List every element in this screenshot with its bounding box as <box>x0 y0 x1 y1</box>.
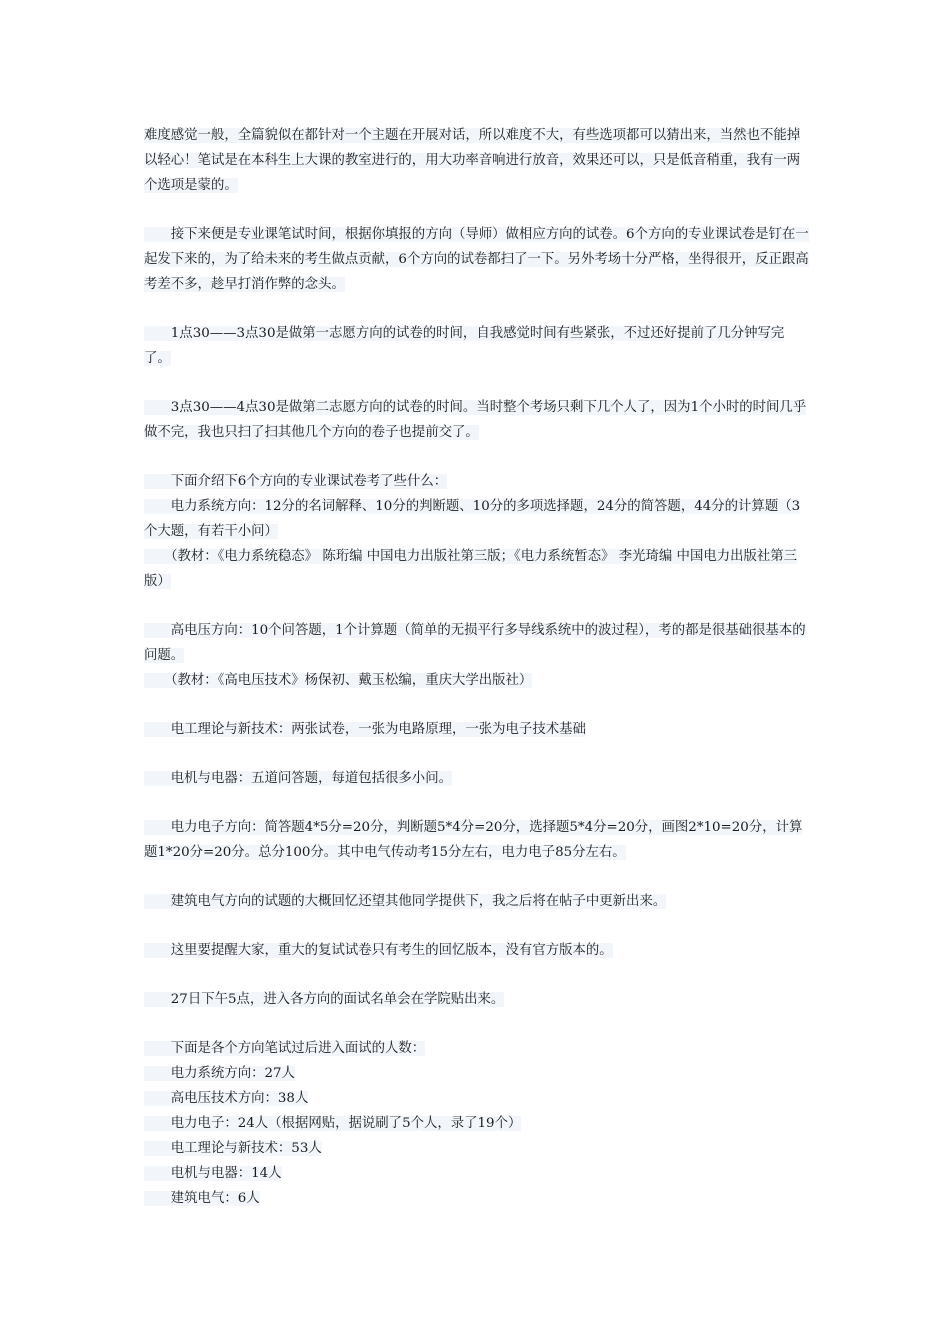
paragraph-text: 下面介绍下6个方向的专业课试卷考了些什么： <box>144 474 448 489</box>
paragraph-text: 接下来便是专业课笔试时间，根据你填报的方向（导师）做相应方向的试卷。6个方向的专业课试卷是钉在一起发下来的，为了给未来的考生做点贡献，6个方向的试卷都扫了一下。另外考场十分严格，坐得很开，反正跟高考差不多，趁早打消作弊的念头。 <box>144 227 809 292</box>
paragraph <box>144 717 810 742</box>
paragraph-text: 电工理论与新技术：53人 <box>144 1141 322 1156</box>
paragraph <box>144 1161 810 1186</box>
paragraph-gap <box>144 198 810 222</box>
paragraph-text: 建筑电气方向的试题的大概回忆还望其他同学提供下，我之后将在帖子中更新出来。 <box>144 894 667 909</box>
paragraph <box>144 1136 810 1161</box>
paragraph-text: 这里要提醒大家，重大的复试试卷只有考生的回忆版本，没有官方版本的。 <box>144 943 613 958</box>
paragraph <box>144 494 810 544</box>
paragraph <box>144 889 810 914</box>
paragraph-gap <box>144 371 810 395</box>
paragraph <box>144 938 810 963</box>
paragraph <box>144 1111 810 1136</box>
paragraph-gap <box>144 594 810 618</box>
paragraph <box>144 766 810 791</box>
paragraph-text: 高电压方向：10个问答题，1个计算题（简单的无损平行多导线系统中的波过程），考的都是很基础很基本的问题。 <box>144 623 806 663</box>
paragraph <box>144 321 810 371</box>
paragraph <box>144 123 810 198</box>
paragraph <box>144 1036 810 1061</box>
paragraph <box>144 1061 810 1086</box>
document-body <box>144 123 810 1211</box>
paragraph-gap <box>144 742 810 766</box>
paragraph-text: 建筑电气：6人 <box>144 1191 260 1206</box>
paragraph <box>144 815 810 865</box>
paragraph-gap <box>144 1012 810 1036</box>
paragraph-text: 电工理论与新技术：两张试卷，一张为电路原理，一张为电子技术基础 <box>144 722 586 737</box>
paragraph-text: 高电压技术方向：38人 <box>144 1091 309 1106</box>
paragraph <box>144 1086 810 1111</box>
paragraph-text: 电机与电器：14人 <box>144 1166 282 1181</box>
paragraph <box>144 544 810 594</box>
paragraph <box>144 1186 810 1211</box>
paragraph <box>144 222 810 297</box>
paragraph-text: 电机与电器：五道问答题，每道包括很多小问。 <box>144 771 452 786</box>
paragraph-list <box>144 123 810 1211</box>
paragraph-text: 27日下午5点，进入各方向的面试名单会在学院贴出来。 <box>144 992 505 1007</box>
paragraph <box>144 668 810 693</box>
paragraph-gap <box>144 791 810 815</box>
paragraph-text: 难度感觉一般，全篇貌似在都针对一个主题在开展对话，所以难度不大，有些选项都可以猜出来，当然也不能掉以轻心！笔试是在本科生上大课的教室进行的，用大功率音响进行放音，效果还可以，只是低音稍重，我有一两个选项是蒙的。 <box>144 128 801 193</box>
paragraph-text: 1点30——3点30是做第一志愿方向的试卷的时间，自我感觉时间有些紧张，不过还好提前了几分钟写完了。 <box>144 326 785 366</box>
paragraph-text: 电力系统方向：27人 <box>144 1066 295 1081</box>
paragraph-text: 下面是各个方向笔试过后进入面试的人数： <box>144 1041 426 1056</box>
paragraph-text: （教材：《高电压技术》杨保初、戴玉松编，重庆大学出版社） <box>144 673 533 688</box>
paragraph-text: （教材：《电力系统稳态》 陈珩编 中国电力出版社第三版；《电力系统暂态》 李光琦编 中国电力出版社第三版） <box>144 549 798 589</box>
paragraph-text: 电力电子方向：简答题4*5分=20分，判断题5*4分=20分，选择题5*4分=20分，画图2*10=20分，计算题1*20分=20分。总分100分。其中电气传动考15分左右，电力电子85分左右。 <box>144 820 803 860</box>
paragraph <box>144 469 810 494</box>
paragraph-gap <box>144 445 810 469</box>
paragraph <box>144 618 810 668</box>
paragraph-gap <box>144 297 810 321</box>
paragraph-gap <box>144 914 810 938</box>
paragraph-gap <box>144 693 810 717</box>
paragraph-text: 电力系统方向：12分的名词解释、10分的判断题、10分的多项选择题，24分的简答题，44分的计算题（3个大题，有若干小问） <box>144 499 801 539</box>
paragraph <box>144 395 810 445</box>
paragraph-text: 电力电子：24人（根据网贴，据说刷了5个人，录了19个） <box>144 1116 522 1131</box>
paragraph-text: 3点30——4点30是做第二志愿方向的试卷的时间。当时整个考场只剩下几个人了，因为1个小时的时间几乎做不完，我也只扫了扫其他几个方向的卷子也提前交了。 <box>144 400 807 440</box>
paragraph <box>144 987 810 1012</box>
paragraph-gap <box>144 963 810 987</box>
paragraph-gap <box>144 865 810 889</box>
